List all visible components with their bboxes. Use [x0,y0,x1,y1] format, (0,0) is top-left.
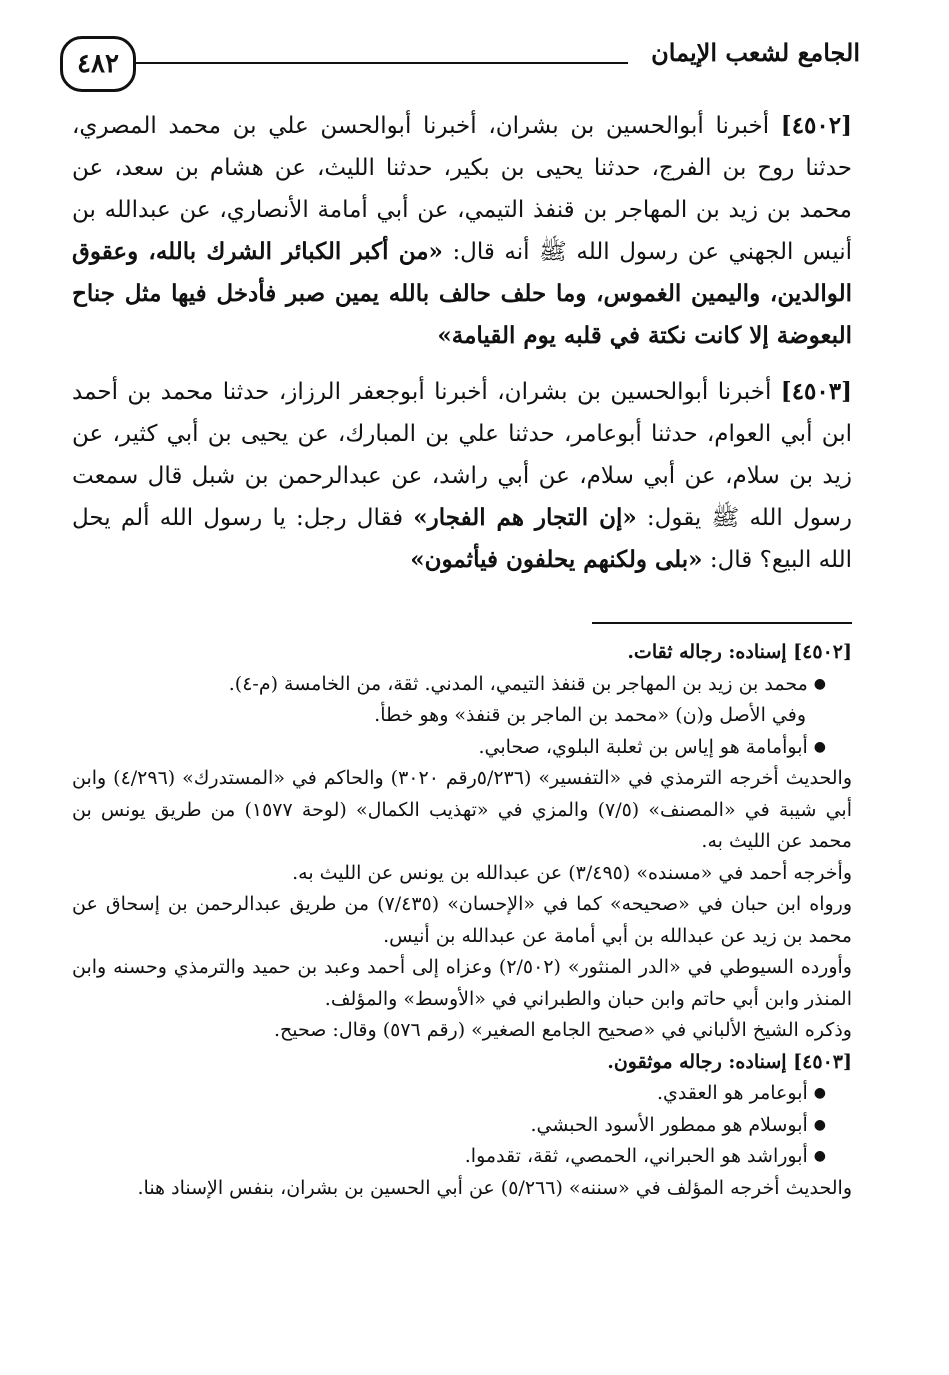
footnote-paragraph: والحديث أخرجه المؤلف في «سننه» (٥/٢٦٦) عن أبي الحسين بن بشران، بنفس الإسناد هنا. [137,1176,852,1199]
hadith-matn: «إن التجار هم الفجار» [413,504,637,531]
footnote-paragraph: وأورده السيوطي في «الدر المنثور» (٢/٥٠٢) وعزاه إلى أحمد وعبد بن حميد والترمذي وحسنه وابن المنذر وابن أبي حاتم وابن حبان والطبراني في «الأوسط» والمؤلف. [72,956,852,1010]
hadith-matn: «بلى ولكنهم يحلفون فيأثمون» [410,546,703,573]
hadith-text: فقال رجل: يا رسول الله ألم يحل الله البيع؟ قال: [72,505,852,573]
footnote-bullet: ●محمد بن زيد بن المهاجر بن قنفذ التيمي، المدني. ثقة، من الخامسة (م-٤). [228,672,826,695]
footnotes [72,637,852,1204]
hadith-isnad: أخبرنا أبوالحسين بن بشران، أخبرنا أبوجعفر الرزاز، حدثنا محمد بن أحمد ابن أبي العوام، حدثنا أبوعامر، حدثنا علي بن المبارك، عن يحيى بن أبي كثير، عن زيد بن سلام، عن أبي سلام، عن أبي راشد، عن عبدالرحمن بن شبل قال سمعت رسول الله ﷺ يقول: [72,379,852,531]
footnote-bullet: ●أبوسلام هو ممطور الأسود الحبشي. [530,1113,826,1136]
bullet-icon: ● [813,738,826,755]
footnote-paragraph: وأخرجه أحمد في «مسنده» (٣/٤٩٥) عن عبدالله بن يونس عن الليث به. [292,861,852,884]
hadith-4502 [72,105,852,357]
hadith-4503 [72,371,852,581]
footnote-paragraph: والحديث أخرجه الترمذي في «التفسير» (٥/٢٣٦رقم ٣٠٢٠) والحاكم في «المستدرك» (٤/٢٩٦) وابن أبي شيبة في «المصنف» (٧/٥) والمزي في «تهذيب الكمال» (لوحة ١٥٧٧) من طريق يونس بن محمد عن الليث به. [72,767,852,852]
hadith-matn: «من أكبر الكبائر الشرك بالله، وعقوق الوالدين، واليمين الغموس، وما حلف حالف بالله يمين صبر فأدخل فيها مثل جناح البعوضة إلا كانت نكتة في قلبه يوم القيامة» [72,238,852,349]
bullet-icon: ● [813,675,826,692]
footnote-paragraph: وذكره الشيخ الألباني في «صحيح الجامع الصغير» (رقم ٥٧٦) وقال: صحيح. [273,1019,852,1041]
hadith-isnad: أخبرنا أبوالحسين بن بشران، أخبرنا أبوالحسن علي بن محمد المصري، حدثنا روح بن الفرج، حدثنا يحيى بن بكير، حدثنا الليث، عن هشام بن سعد، عن محمد بن زيد بن المهاجر بن قنفذ التيمي، عن أبي أمامة الأنصاري، عن عبدالله بن أنيس الجهني عن رسول الله ﷺ أنه قال: [72,113,852,265]
bullet-icon: ● [813,1085,826,1101]
header-rule [133,62,628,64]
footnote-rule [592,622,852,624]
footnote-bullet: ●أبوراشد هو الحبراني، الحمصي، ثقة، تقدموا. [464,1145,826,1167]
hadith-number: [٤٥٠٣] [780,378,852,405]
bullet-icon: ● [813,1148,826,1164]
main-text [72,105,852,595]
footnote-heading: [٤٥٠٢] إسناده: رجاله ثقات. [627,641,852,663]
footnote-paragraph: ورواه ابن حبان في «صحيحه» كما في «الإحسان» (٧/٤٣٥) من طريق عبدالرحمن بن إسحاق عن محمد بن زيد عن عبدالله بن أبي أمامة عن عبدالله بن أنيس. [72,893,852,947]
footnote-line: وفي الأصل و(ن) «محمد بن الماجر بن قنفذ» وهو خطأ. [374,704,806,726]
page-header [60,30,860,100]
page-number: ٤٨٢ [60,36,136,92]
footnote-bullet: ●أبوأمامة هو إياس بن ثعلبة البلوي، صحابي. [478,735,826,758]
book-title: الجامع لشعب الإيمان [651,38,860,67]
footnote-heading: [٤٥٠٣] إسناده: رجاله موثقون. [607,1050,852,1073]
footnote-bullet: ●أبوعامر هو العقدي. [656,1082,826,1104]
bullet-icon: ● [813,1116,826,1133]
hadith-number: [٤٥٠٢] [780,112,852,139]
